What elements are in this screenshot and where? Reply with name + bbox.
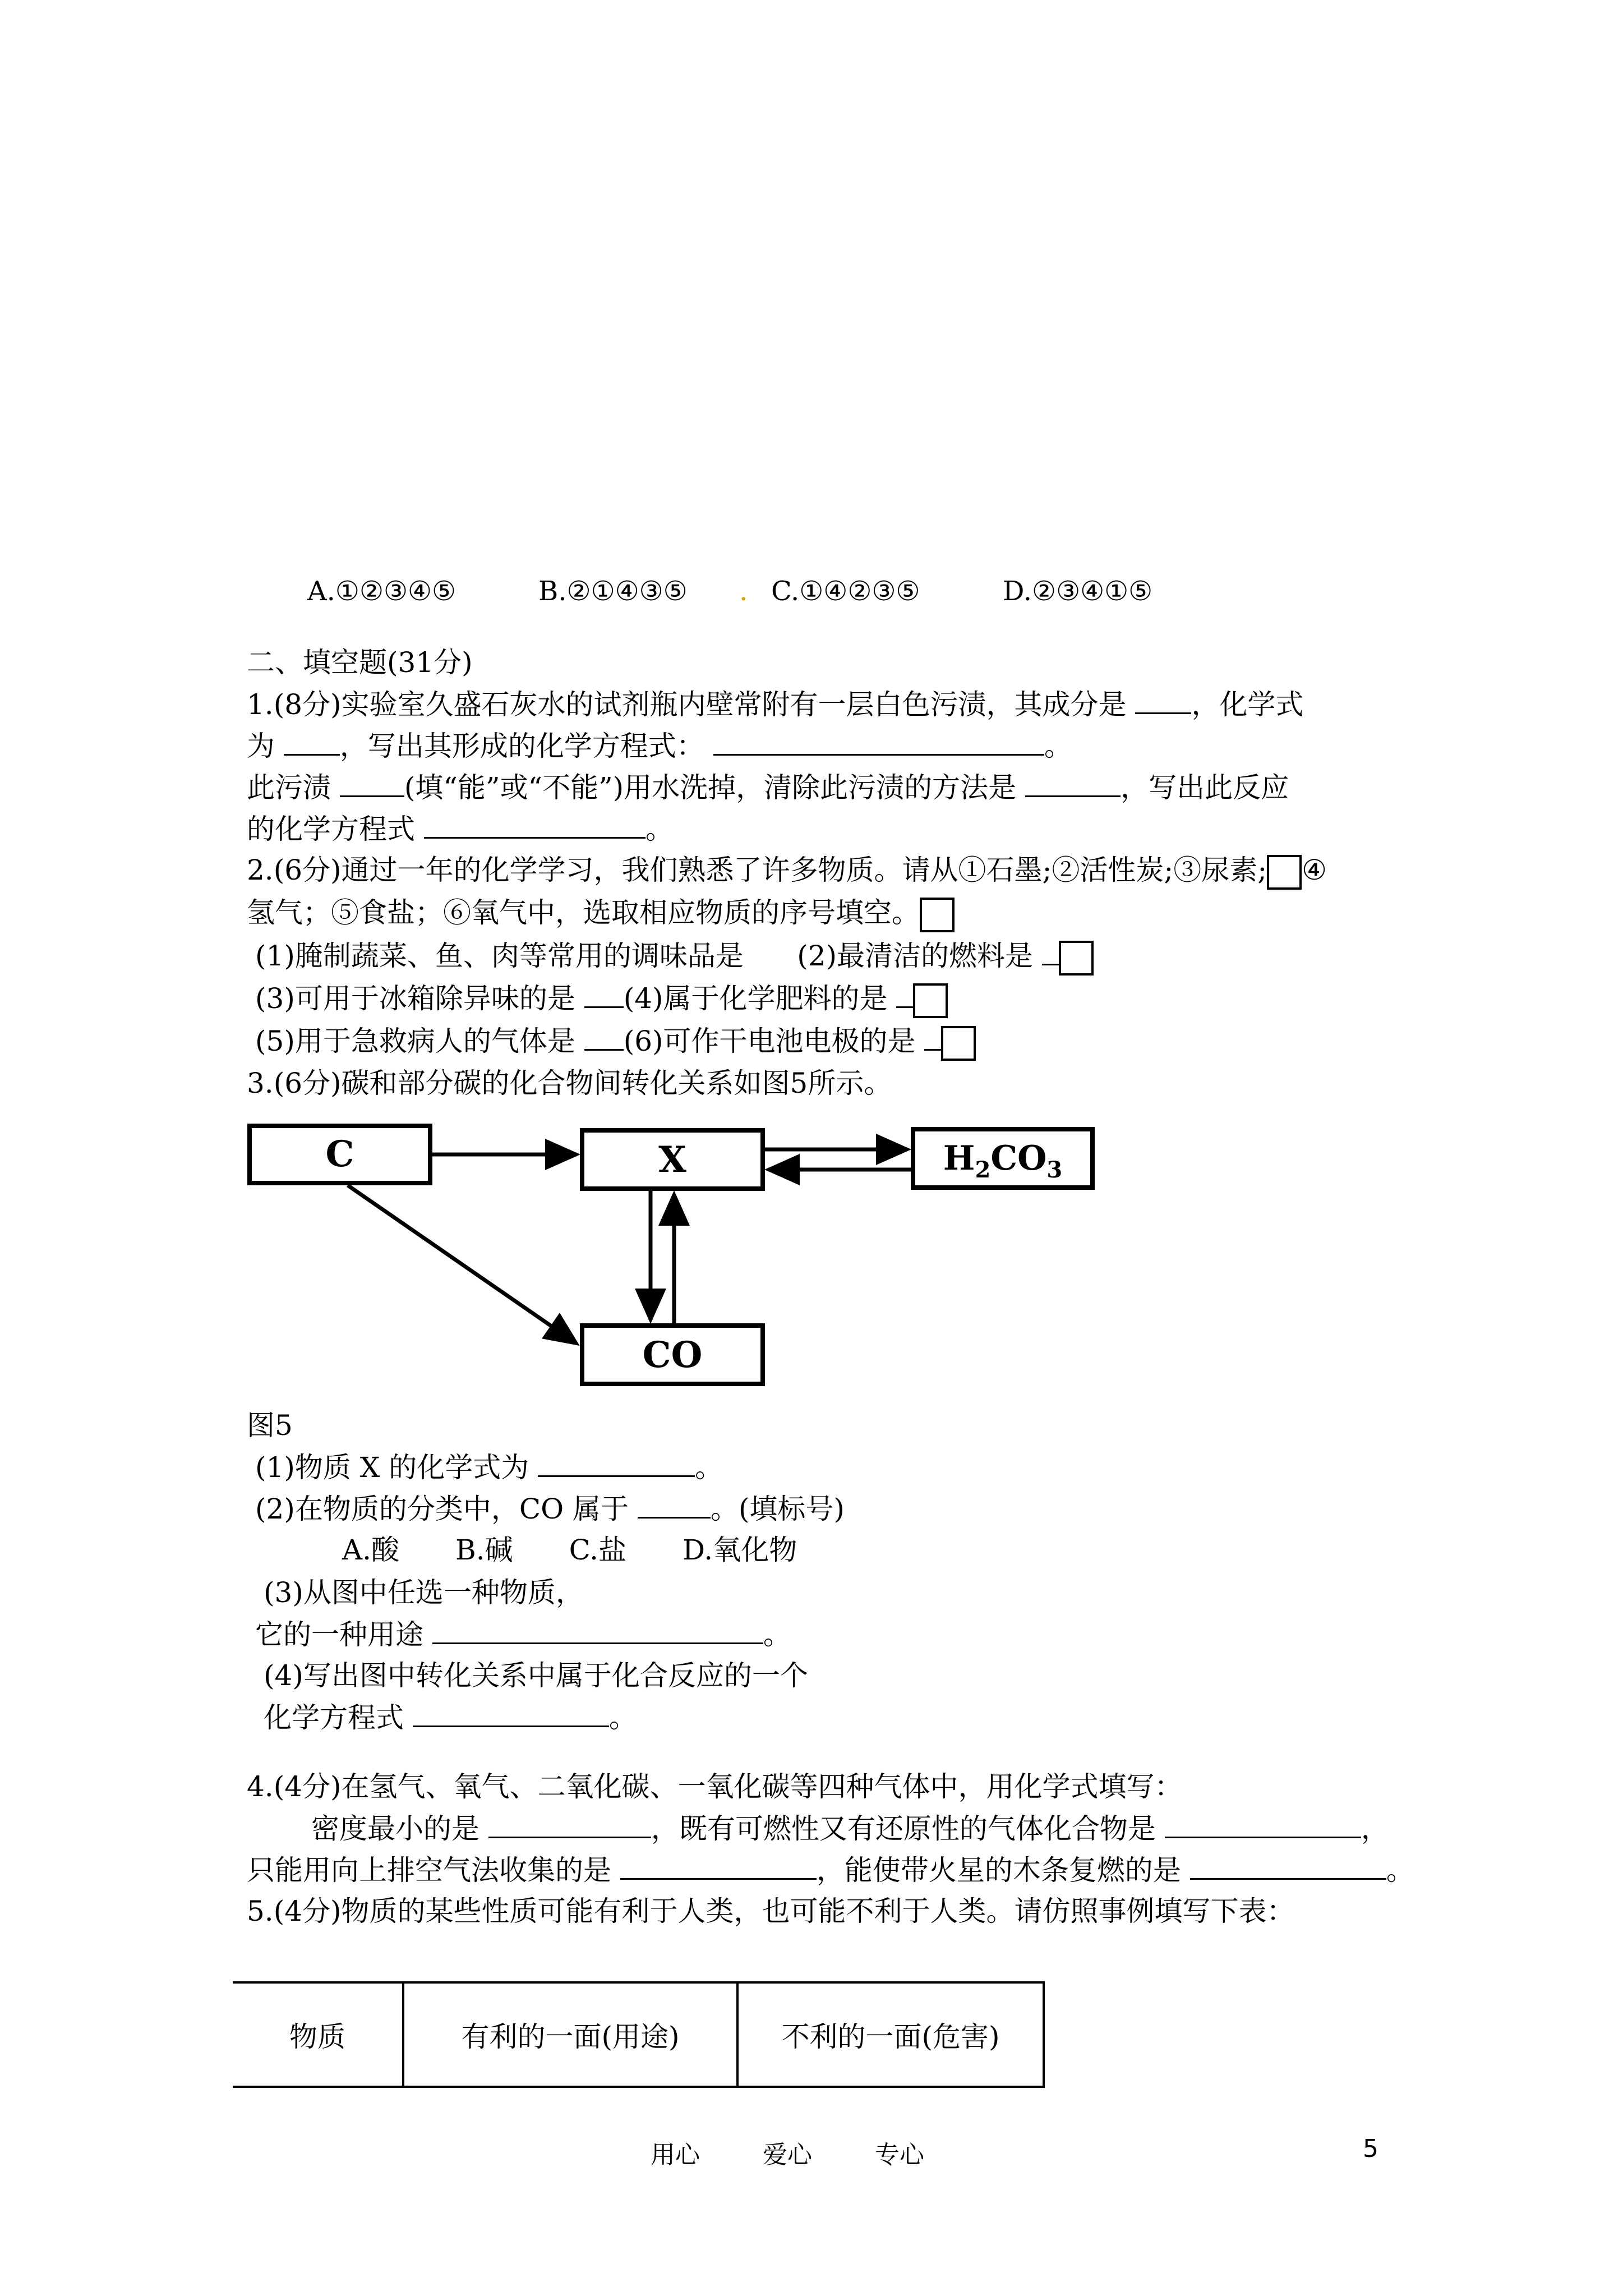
q4-text-3b: ，能使带火星的木条复燃的是 [816,1854,1181,1887]
dot-mark: . [739,576,748,607]
q2-text-2: 氢气；⑤食盐；⑥氧气中，选取相应物质的序号填空。 [247,896,920,929]
q2-text-1: 2.(6分)通过一年的化学学习，我们熟悉了许多物质。请从①石墨;②活性炭;③尿素; [247,854,1267,886]
h2co3-h: H [943,1139,975,1178]
q1-line4 [247,810,674,848]
q2-text-4b: (4)属于化学肥料的是 [623,982,888,1015]
q2-blank-6[interactable] [924,1022,941,1051]
q2-text-3a: (1)腌制蔬菜、鱼、肉等常用的调味品是 [255,940,744,972]
node-x-label: X [658,1139,686,1181]
section-title: 二、填空题(31分) [247,646,473,679]
footer-item: 专心 [875,2141,924,2169]
q1-text-3b: (填“能”或“不能”)用水洗掉，清除此污渍的方法是 [404,771,1017,804]
node-c-label: C [325,1133,354,1175]
q3-sub4a: (4)写出图中转化关系中属于化合反应的一个 [264,1659,808,1692]
q2-text-5a: (5)用于急救病人的气体是 [255,1025,575,1057]
q4-blank-1[interactable] [488,1810,651,1838]
table-header-row [233,1982,1044,2087]
q1-blank-4[interactable] [340,769,404,797]
q1-text-2a: 为 [247,730,275,762]
q2-blank-5[interactable] [584,1022,624,1051]
q3-sub4b [264,1699,637,1736]
answer-box[interactable] [913,983,948,1018]
q3-line1: 3.(6分)碳和部分碳的化合物间转化关系如图5所示。 [247,1067,892,1099]
q2-line1 [247,852,1327,890]
q4-line1: 4.(4分)在氢气、氧气、二氧化碳、一氧化碳等四种气体中，用化学式填写： [247,1770,1183,1803]
q3-sub2 [255,1490,845,1527]
q2-text-3b: (2)最清洁的燃料是 [797,940,1034,972]
q2-line2 [247,894,955,932]
q3-text-4b: 化学方程式 [264,1701,404,1734]
q4-text-3a: 只能用向上排空气法收集的是 [247,1854,611,1887]
q4-text-2c: ， [1361,1812,1389,1845]
q4-text-2b: ，既有可燃性又有还原性的气体化合物是 [651,1812,1156,1845]
figure-label: 图5 [247,1409,293,1442]
q2-blank-4[interactable] [896,979,913,1008]
q1-text-3c: ，写出此反应 [1121,771,1289,804]
q3-sub3b [255,1616,791,1653]
q2-line5 [255,1022,976,1061]
q2-line3 [255,937,1094,976]
h2co3-2: 2 [975,1157,991,1183]
q1-line3 [247,769,1289,806]
q3-text-1a: (1)物质 X 的化学式为 [255,1451,529,1484]
table-header-cell: 有利的一面(用途) [403,1982,737,2087]
q1-line1 [247,685,1303,723]
q3-blank-4[interactable] [413,1699,609,1727]
q1-text-4b: 。 [645,813,674,845]
q1-blank-5[interactable] [1025,769,1121,797]
q2-line4 [255,979,948,1018]
q4-blank-3[interactable] [620,1851,817,1880]
footer-item: 用心 [651,2141,700,2169]
q4-blank-4[interactable] [1190,1851,1386,1880]
option-c: C.①④②③⑤ [771,576,920,607]
q4-line2 [311,1810,1389,1847]
option-d: D.②③④①⑤ [1003,576,1153,607]
q4-text-2a: 密度最小的是 [311,1812,479,1845]
q1-blank-6[interactable] [424,810,645,839]
q1-blank-1[interactable] [1135,685,1191,714]
q2-blank-3[interactable] [584,979,624,1008]
q3-text-1b: 。 [695,1451,723,1484]
q4-line3 [247,1851,1414,1889]
q4-text-3c: 。 [1386,1854,1414,1887]
h2co3-co: CO [990,1139,1047,1178]
arrow-c-to-co [348,1185,577,1343]
q1-text-2b: ，写出其形成的化学方程式： [339,730,704,762]
q3-text-3b: 它的一种用途 [255,1618,423,1651]
q5-line1: 5.(4分)物质的某些性质可能有利于人类，也可能不利于人类。请仿照事例填写下表： [247,1895,1295,1927]
q4-blank-2[interactable] [1165,1810,1361,1838]
carbon-conversion-diagram [247,1114,1110,1405]
q3-choices: A.酸 B.碱 C.盐 D.氧化物 [342,1534,797,1566]
q1-text-2c: 。 [1044,730,1072,762]
answer-box[interactable] [1267,855,1302,890]
q3-blank-1[interactable] [538,1448,695,1477]
answer-box[interactable] [941,1026,976,1061]
option-b: B.②①④③⑤ [538,576,688,607]
table-header-cell: 不利的一面(危害) [737,1982,1044,2087]
q3-blank-3[interactable] [432,1616,763,1644]
q3-text-2b: 。(填标号) [710,1493,845,1525]
q3-text-4c: 。 [608,1701,637,1734]
q3-blank-2[interactable] [638,1490,711,1519]
q3-text-3c: 。 [763,1618,791,1651]
q3-sub3a: (3)从图中任选一种物质， [264,1576,584,1609]
table-header-cell: 物质 [233,1982,403,2087]
q2-text-4a: (3)可用于冰箱除异味的是 [255,982,575,1015]
answer-box[interactable] [1059,941,1094,976]
node-co-label: CO [642,1334,703,1376]
q3-text-2a: (2)在物质的分类中，CO 属于 [255,1493,629,1525]
q1-blank-3[interactable] [713,727,1044,756]
q1-text-4a: 的化学方程式 [247,813,415,845]
footer-item: 爱心 [763,2141,812,2169]
node-h2co3-label [943,1139,1062,1183]
property-table [233,1981,1045,2088]
q2-text-1b: ④ [1302,854,1327,886]
q1-text-1a: 1.(8分)实验室久盛石灰水的试剂瓶内壁常附有一层白色污渍，其成分是 [247,688,1127,721]
q3-sub1 [255,1448,723,1486]
q1-line2 [247,727,1072,765]
q1-text-1b: ，化学式 [1191,688,1304,721]
q1-text-3a: 此污渍 [247,771,331,804]
option-a: A.①②③④⑤ [307,576,457,607]
q2-text-5b: (6)可作干电池电极的是 [623,1025,916,1057]
answer-box[interactable] [920,898,955,932]
q2-blank-2[interactable] [1042,937,1059,965]
q1-blank-2[interactable] [284,727,340,756]
page-number: 5 [1363,2134,1378,2163]
h2co3-3: 3 [1046,1157,1063,1183]
